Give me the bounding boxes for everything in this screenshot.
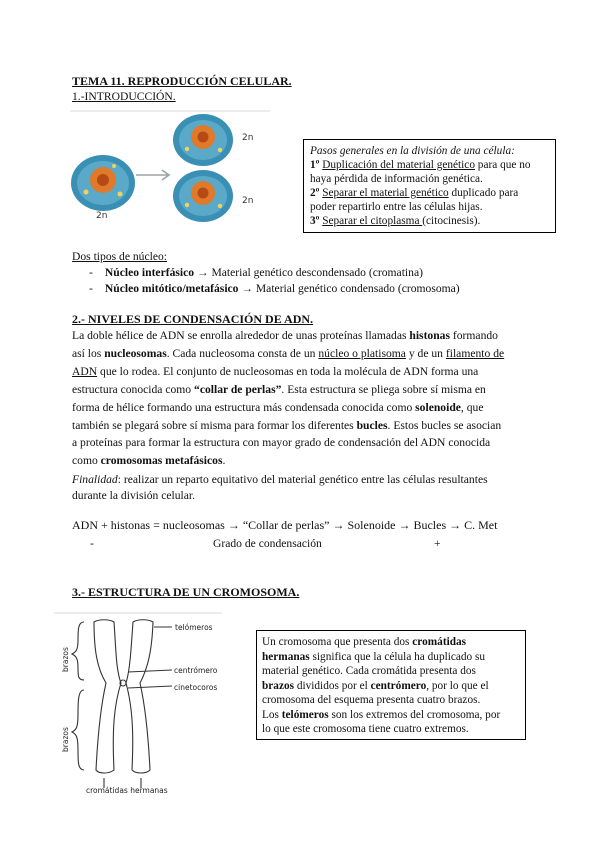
- box-line-3: material genético. Cada cromátida presenta dos: [262, 665, 476, 677]
- term-platisoma: núcleo o platisoma: [318, 346, 406, 360]
- text: formando: [450, 329, 498, 342]
- step-1: [310, 158, 531, 173]
- step-1-number: 1º: [310, 159, 320, 171]
- text: , por lo que el: [426, 679, 489, 692]
- step-3-rest: (citocinesis).: [422, 215, 481, 227]
- daughter-cell-top: [173, 114, 233, 166]
- type-name: Núcleo interfásico: [104, 266, 195, 279]
- box-line-5: cromosoma del esquema presenta cuatro brazos.: [262, 694, 481, 706]
- nucleus-types-heading: Dos tipos de núcleo:: [72, 250, 167, 263]
- document-title: TEMA 11. REPRODUCCIÓN CELULAR.: [72, 74, 292, 88]
- label-centromero: centrómero: [174, 666, 218, 675]
- text: . Estos bucles se asocian: [387, 418, 502, 432]
- box-line-1: [262, 635, 466, 650]
- scale-plus: +: [434, 537, 441, 550]
- term-centromero: centrómero: [370, 679, 427, 692]
- finalidad-line2: durante la división celular.: [72, 489, 195, 502]
- condensation-paragraph: [72, 327, 532, 470]
- bullet-dash: -: [89, 266, 93, 279]
- label-2n-top: 2n: [242, 133, 254, 143]
- text: y de un: [405, 346, 446, 360]
- division-arrow: [136, 170, 169, 180]
- term-hermanas: hermanas: [262, 650, 310, 663]
- finalidad-label: Finalidad: [72, 473, 118, 486]
- step-2: [310, 186, 518, 201]
- term-nucleosomas: nucleosomas: [104, 346, 167, 360]
- label-2n-parent: 2n: [96, 211, 108, 221]
- step-2-emphasis: Separar el material genético: [322, 187, 449, 199]
- text: .: [222, 454, 226, 468]
- chromosome-diagram: [54, 610, 254, 800]
- condensation-sequence: ADN + histonas = nucleosomas → “Collar de perlas” → Solenoide → Bucles → C. Met: [72, 518, 498, 532]
- text: . Esta estructura se pliega sobre sí misma en: [281, 382, 486, 396]
- cell-division-steps-box: [303, 139, 556, 233]
- step-2-line2: poder repartirlo entre las células hijas.: [310, 201, 483, 213]
- term-cromatidas: cromátidas: [412, 636, 467, 648]
- step-1-emphasis: Duplicación del material genético: [322, 159, 475, 171]
- text: así los: [72, 346, 105, 360]
- label-2n-bottom: 2n: [242, 196, 254, 206]
- label-brazos-top: brazos: [61, 647, 70, 672]
- type-name: Núcleo mitótico/metafásico: [104, 282, 239, 295]
- section2-heading: 2.- NIVELES DE CONDENSACIÓN DE ADN.: [72, 312, 314, 326]
- term-brazos: brazos: [262, 679, 295, 692]
- nucleus-type-interphase: [89, 264, 423, 281]
- text: , que: [460, 400, 484, 414]
- nucleus-type-metaphase: [89, 280, 460, 297]
- box-line-2: [262, 650, 485, 665]
- text: La doble hélice de ADN se enrolla alrededor de unas proteínas llamadas: [72, 329, 410, 342]
- type-description: Material genético descondensado (cromatina): [211, 266, 423, 279]
- term-filamento: filamento de: [445, 346, 505, 360]
- text: Un cromosoma que presenta dos: [262, 636, 413, 648]
- term-cromosomas-metafasicos: cromosomas metafásicos: [100, 454, 223, 468]
- finalidad-line1: [72, 471, 488, 488]
- term-collar-de-perlas: “collar de perlas”: [194, 382, 282, 396]
- step-1-line2: haya pérdida de información genética.: [310, 173, 483, 185]
- chromosome-outline: [72, 620, 172, 788]
- label-brazos-bottom: brazos: [61, 727, 70, 752]
- term-solenoide: solenoide: [415, 400, 461, 414]
- label-telomeros: telómeros: [175, 623, 213, 632]
- term-histonas: histonas: [409, 329, 450, 342]
- term-adn: ADN: [72, 364, 98, 378]
- step-3-number: 3º: [310, 215, 320, 227]
- cell-division-diagram: [70, 108, 270, 233]
- text: significa que la célula ha duplicado su: [309, 650, 486, 663]
- text: forma de hélice formando una estructura más condensada conocida como: [72, 400, 416, 414]
- text: también se plegará sobre sí misma para formar los diferentes: [72, 418, 357, 432]
- section1-heading: 1.-INTRODUCCIÓN.: [72, 90, 176, 103]
- text: . Cada nucleosoma consta de un: [166, 346, 319, 360]
- box-line-7: lo que este cromosoma tiene cuatro extremos.: [262, 723, 469, 735]
- step-2-rest: duplicado para: [448, 187, 519, 199]
- text: Los: [262, 708, 282, 721]
- text: : realizar un reparto equitativo del material genético entre las células resultantes: [117, 473, 488, 486]
- term-telomeros: telómeros: [281, 708, 329, 721]
- step-1-rest: para que no: [474, 159, 531, 171]
- steps-title: Pasos generales en la división de una célula:: [310, 145, 515, 157]
- label-cinetocoros: cinetocoros: [174, 683, 218, 692]
- box-line-4: [262, 679, 489, 694]
- text: son los extremos del cromosoma, por: [328, 708, 501, 721]
- text: como: [72, 454, 101, 468]
- label-cromatidas: cromátidas hermanas: [86, 786, 168, 795]
- chromosome-description-box: [256, 630, 526, 740]
- scale-minus: -: [90, 537, 94, 550]
- text: estructura conocida como: [72, 382, 195, 396]
- type-arrow: →: [238, 282, 256, 295]
- daughter-cell-bottom: [173, 170, 233, 222]
- bullet-dash: -: [89, 282, 93, 295]
- box-line-6: [262, 708, 500, 723]
- type-arrow: →: [194, 266, 212, 279]
- parent-cell: [71, 155, 135, 211]
- type-description: Material genético condensado (cromosoma): [255, 282, 460, 295]
- section3-heading: 3.- ESTRUCTURA DE UN CROMOSOMA.: [72, 585, 300, 599]
- text: divididos por el: [294, 679, 371, 692]
- step-2-number: 2º: [310, 187, 320, 199]
- term-bucles: bucles: [356, 418, 388, 432]
- step-3-emphasis: Separar el citoplasma: [322, 215, 423, 227]
- step-3: [310, 214, 480, 229]
- scale-label: Grado de condensación: [213, 537, 322, 550]
- text: que lo rodea. El conjunto de nucleosomas en toda la molécula de ADN forma una: [97, 364, 479, 378]
- text: a proteínas para formar la estructura con mayor grado de condensación del ADN conocida: [72, 436, 491, 450]
